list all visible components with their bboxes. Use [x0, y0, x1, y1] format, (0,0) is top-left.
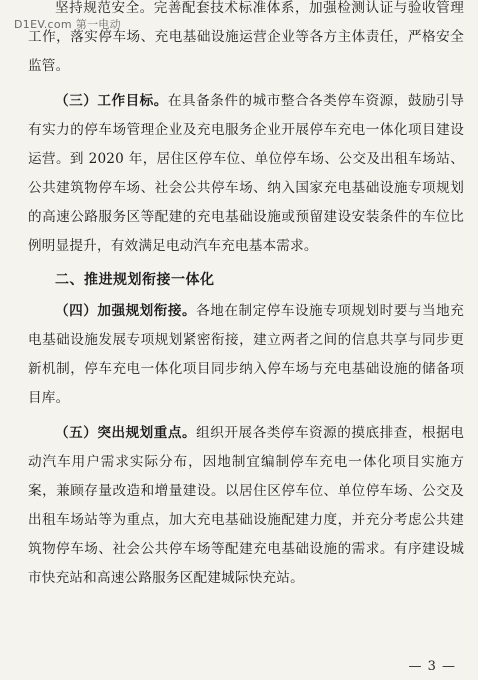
paragraph-text: 组织开展各类停车资源的摸底排查，根据电动汽车用户需求实际分布，因地制宜编制停车充电一体化项目实施方案，兼顾存量改造和增量建设。以居住区停车位、单位停车场、公交及出租车场站等为重点，加大充电基础设施配建力度，并充分考虑公共建筑物停车场、社会公共停车场等配建充电基础设施的需求。有序建设城市快充站和高速公路服务区配建城际快充站。 — [28, 425, 464, 586]
paragraph-text: 坚持规范安全。完善配套技术标准体系，加强检测认证与验收管理工作，落实停车场、充电基础设施运营企业等各方主体责任，严格安全监管。 — [28, 0, 464, 74]
paragraph-text: 各地在制定停车设施专项规划时要与当地充电基础设施发展专项规划紧密衔接，建立两者之间的信息共享与同步更新机制，停车充电一体化项目同步纳入停车场与充电基础设施的储备项目库。 — [28, 303, 464, 406]
paragraph-text: 在具备条件的城市整合各类停车资源，鼓励引导有实力的停车场管理企业及充电服务企业开展停车充电一体化项目建设运营。到 2020 年，居住区停车位、单位停车场、公交及出租车场站、公共建筑物停车场、社会公共停车场、纳入国家充电基础设施专项规划的高速公路服务区等配建的充电基础设施或预留建设安装条件的车位比例明显提升，有效满足电动汽车充电基本需求。 — [28, 93, 464, 254]
paragraph-work-goals — [28, 87, 464, 261]
section-heading: 二、推进规划衔接一体化 — [55, 272, 215, 288]
paragraph-planning-focus — [28, 419, 464, 593]
subsection-label: （四）加强规划衔接。 — [55, 303, 197, 319]
document-body — [28, 0, 464, 593]
paragraph-planning-link — [28, 297, 464, 413]
subsection-label: （五）突出规划重点。 — [55, 425, 197, 441]
site-watermark: D1EV.com 第一电动 — [14, 18, 121, 31]
paragraph-safety — [28, 0, 464, 81]
page-number: — 3 — — [408, 659, 456, 674]
subsection-label: （三）工作目标。 — [55, 93, 168, 109]
